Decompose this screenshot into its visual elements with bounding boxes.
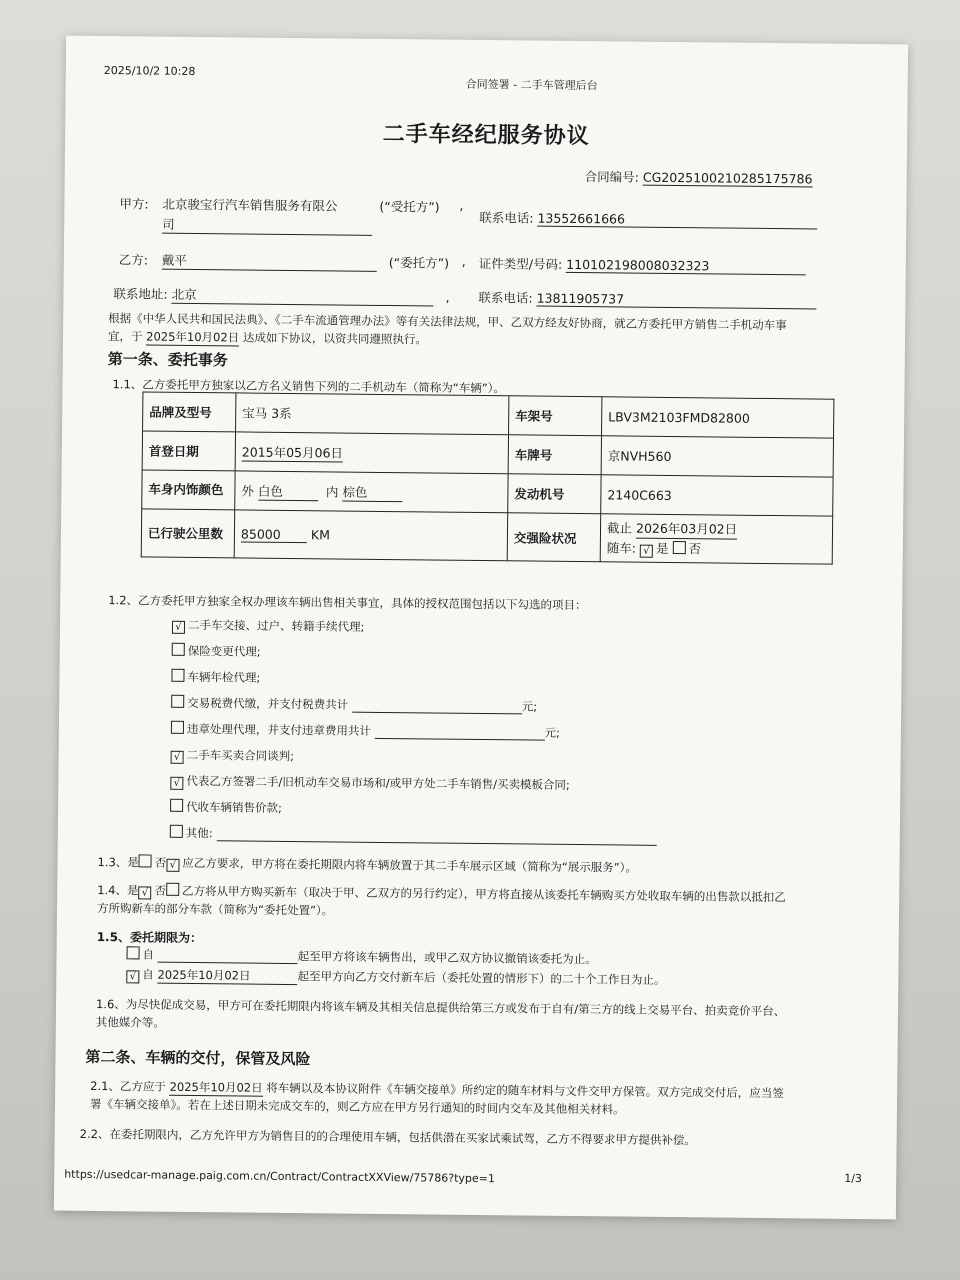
brand-label: 品牌及型号	[143, 392, 236, 432]
reg-date-cell	[235, 432, 508, 474]
checkbox-checked-icon[interactable]: √	[126, 970, 139, 983]
option-label: 保险变更代理;	[187, 643, 261, 659]
print-datetime: 2025/10/2 10:28	[103, 64, 196, 78]
color-label: 车身内饰颜色	[142, 470, 235, 510]
engine-value: 2140C663	[601, 475, 833, 516]
clause-2-2: 2.2、在委托期限内，乙方允许甲方为销售目的的合理使用车辆，包括供潜在买家试乘试驾，乙方不得要求甲方提供补偿。	[79, 1126, 697, 1148]
checkbox-empty-icon[interactable]	[171, 695, 184, 708]
checkbox-checked-icon[interactable]: √	[166, 859, 179, 872]
reg-date-label: 首登日期	[142, 431, 235, 471]
preamble-date: 2025年10月02日	[146, 329, 240, 345]
print-app-title: 合同签署 - 二手车管理后台	[465, 77, 598, 93]
clause-1-6-line2: 其他媒介等。	[95, 1014, 165, 1030]
clause-1-5-b-date: 2025年10月02日	[157, 967, 297, 985]
mileage-label: 已行驶公里数	[141, 509, 234, 558]
exterior-color: 白色	[258, 481, 318, 501]
party-b-role: (“委托方”)	[388, 255, 450, 271]
checkbox-empty-icon[interactable]	[171, 669, 184, 682]
contract-number-value: CG2025100210285175786	[642, 169, 813, 187]
clause-1-5-b-text: 起至甲方向乙方交付新车后（委托处置的情形下）的二十个工作日为止。	[297, 969, 666, 987]
checkbox-empty-icon[interactable]	[672, 541, 685, 554]
preamble-suffix: 达成如下协议，以资共同遵照执行。	[242, 330, 427, 347]
party-b-phone-value: 13811905737	[537, 291, 817, 310]
engine-label: 发动机号	[508, 474, 601, 514]
preamble-line1: 根据《中华人民共和国民法典》、《二手车流通管理办法》等有关法律法规，甲、乙双方经友好协商，就乙方委托甲方销售二手机动车事	[108, 311, 787, 333]
exterior-label: 外	[241, 482, 255, 499]
clause-1-2: 1.2、乙方委托甲方独家全权办理该车辆出售相关事宜，具体的授权范围包括以下勾选的项目：	[108, 593, 587, 613]
party-a-sep: ,	[459, 197, 464, 213]
preamble-prefix: 宜，于	[107, 329, 143, 344]
party-b-address	[113, 284, 449, 307]
option-label: 二手车买卖合同谈判;	[186, 747, 295, 764]
clause-1-5-b-prefix: 自	[142, 967, 154, 982]
party-b-phone	[478, 288, 816, 310]
party-b-address-value: 北京	[172, 285, 434, 307]
clause-1-5-title: 1.5、委托期限为：	[96, 929, 203, 946]
party-b-address-sep: ,	[445, 289, 450, 305]
vin-value: LBV3M2103FMD82800	[602, 397, 834, 438]
option-label: 车辆年检代理;	[187, 669, 261, 685]
table-row	[141, 509, 832, 564]
color-cell	[235, 471, 508, 513]
option-label: 交易税费代缴，并支付税费共计	[187, 695, 349, 712]
mileage-cell	[234, 510, 507, 561]
clause-1-4-no: 否	[154, 883, 167, 898]
clause-1-1: 1.1、乙方委托甲方独家以乙方名义销售下列的二手机动车（简称为“车辆”）。	[112, 377, 506, 396]
party-a-name-line2: 司	[162, 215, 372, 236]
option-item	[172, 617, 365, 636]
document-title: 二手车经纪服务协议	[382, 121, 590, 150]
party-a-name-line1: 北京骏宝行汽车销售服务有限公	[162, 196, 338, 214]
clause-1-5-option-a	[126, 946, 596, 967]
party-b-id-label: 证件类型/号码:	[478, 255, 563, 272]
checkbox-empty-icon[interactable]	[170, 799, 183, 812]
party-a-phone-label: 联系电话:	[479, 209, 534, 226]
option-label: 代表乙方签署二手/旧机动车交易市场和/或甲方处二手车销售/买卖模板合同;	[186, 773, 570, 792]
mileage-value: 85000	[241, 526, 307, 543]
checkbox-checked-icon[interactable]: √	[172, 621, 185, 634]
option-item	[171, 669, 260, 686]
plate-label: 车牌号	[508, 435, 601, 475]
document-page	[54, 36, 908, 1220]
checkbox-empty-icon[interactable]	[170, 825, 183, 838]
checkbox-checked-icon[interactable]: √	[138, 886, 151, 899]
clause-1-3-yes: 1.3、是	[97, 854, 139, 870]
option-label: 二手车交接、过户、转籍手续代理;	[187, 617, 365, 634]
clause-1-4-line2: 方所购新车的部分车款（简称为“委托处置”）。	[96, 900, 334, 918]
interior-label: 内	[325, 483, 339, 499]
option-item	[171, 721, 560, 741]
vehicle-info-table	[141, 391, 835, 564]
checkbox-empty-icon[interactable]	[166, 883, 179, 896]
clause-1-3-no: 否	[154, 855, 167, 870]
insurance-until-label: 截止	[606, 520, 633, 536]
option-suffix: 元;	[544, 725, 561, 740]
clause-1-4-text: 乙方将从甲方购买新车（取决于甲、乙双方的另行约定），甲方将直接从该委托车辆购买方处收取车辆的出售款以抵扣乙	[181, 883, 786, 905]
party-b-phone-label: 联系电话:	[478, 289, 533, 306]
section2-title: 第二条、车辆的交付，保管及风险	[85, 1047, 311, 1069]
checkbox-empty-icon[interactable]	[172, 643, 185, 656]
option-label: 其他:	[185, 825, 213, 841]
party-b-label: 乙方:	[118, 252, 149, 268]
insurance-yes-label: 是	[655, 540, 669, 556]
footer-url: https://usedcar-manage.paig.com.cn/Contract/ContractXXView/75786?type=1	[64, 1167, 496, 1186]
option-item	[171, 747, 295, 765]
party-b-id	[479, 254, 807, 275]
clause-1-3	[97, 854, 637, 877]
checkbox-checked-icon[interactable]: √	[170, 777, 183, 790]
checkbox-empty-icon[interactable]	[139, 854, 152, 867]
clause-1-3-text: 应乙方要求，甲方将在委托期限内将车辆放置于其二手车展示区域（简称为“展示服务”）。	[182, 855, 638, 875]
contract-number-label: 合同编号:	[584, 169, 640, 185]
party-b-sep: ,	[461, 253, 466, 269]
option-item	[170, 773, 570, 794]
checkbox-empty-icon[interactable]	[127, 946, 140, 959]
preamble-line2	[108, 328, 427, 348]
option-item	[170, 799, 282, 816]
insurance-cell	[600, 514, 832, 564]
checkbox-checked-icon[interactable]: √	[171, 751, 184, 764]
clause-1-5-a-prefix: 自	[142, 947, 155, 962]
party-b-id-value: 110102198008032323	[566, 257, 806, 276]
interior-color: 棕色	[342, 482, 402, 502]
checkbox-checked-icon[interactable]: √	[640, 545, 653, 558]
insurance-until-value: 2026年03月02日	[636, 519, 737, 540]
clause-2-1-text: 将车辆以及本协议附件《车辆交接单》所约定的随车材料与文件交甲方保管。双方完成交付后，应当签	[266, 1080, 784, 1101]
option-item	[172, 643, 261, 660]
clause-2-1-line2: 署《车辆交接单》。若在上述日期未完成交车的，则乙方应在甲方另行通知的时间内交车及其他相关材料。	[89, 1096, 625, 1117]
insurance-with-car-label: 随车:	[606, 540, 637, 556]
party-a-phone-value: 13552661666	[537, 211, 817, 230]
clause-1-6-line1: 1.6、为尽快促成交易，甲方可在委托期限内将该车辆及其相关信息提供给第三方或发布于自有/第三方的线上交易平台、拍卖竞价平台、	[95, 996, 786, 1019]
party-b-address-label: 联系地址:	[113, 286, 168, 302]
clause-1-5-a-text: 起至甲方将该车辆售出，或甲乙双方协议撤销该委托为止。	[297, 949, 597, 967]
insurance-no-label: 否	[688, 541, 702, 557]
reg-date-value: 2015年05月06日	[241, 443, 344, 461]
page-number: 1/3	[844, 1171, 863, 1186]
party-a-label: 甲方:	[119, 196, 149, 212]
party-b-name: 戴平	[162, 251, 377, 272]
clause-2-1-date: 2025年10月02日	[169, 1079, 263, 1095]
checkbox-empty-icon[interactable]	[171, 721, 184, 734]
clause-1-4-yes: 1.4、是	[97, 882, 139, 898]
party-a-role: (“受托方”)	[379, 198, 440, 215]
option-item	[170, 825, 657, 846]
option-label: 违章处理代理，并支付违章费用共计	[186, 721, 371, 738]
brand-value: 宝马 3系	[236, 393, 509, 435]
option-suffix: 元;	[521, 699, 538, 714]
mileage-unit: KM	[310, 526, 331, 542]
option-item	[171, 695, 537, 715]
clause-1-5-option-b	[126, 966, 665, 989]
contract-number	[585, 167, 813, 187]
plate-value: 京NVH560	[601, 436, 833, 477]
section1-title: 第一条、委托事务	[107, 350, 228, 370]
vin-label: 车架号	[509, 396, 602, 436]
insurance-label: 交强险状况	[507, 513, 600, 562]
option-label: 代收车辆销售价款;	[186, 799, 283, 815]
clause-2-1-prefix: 2.1、乙方应于	[90, 1078, 167, 1094]
party-a-phone	[479, 208, 817, 230]
